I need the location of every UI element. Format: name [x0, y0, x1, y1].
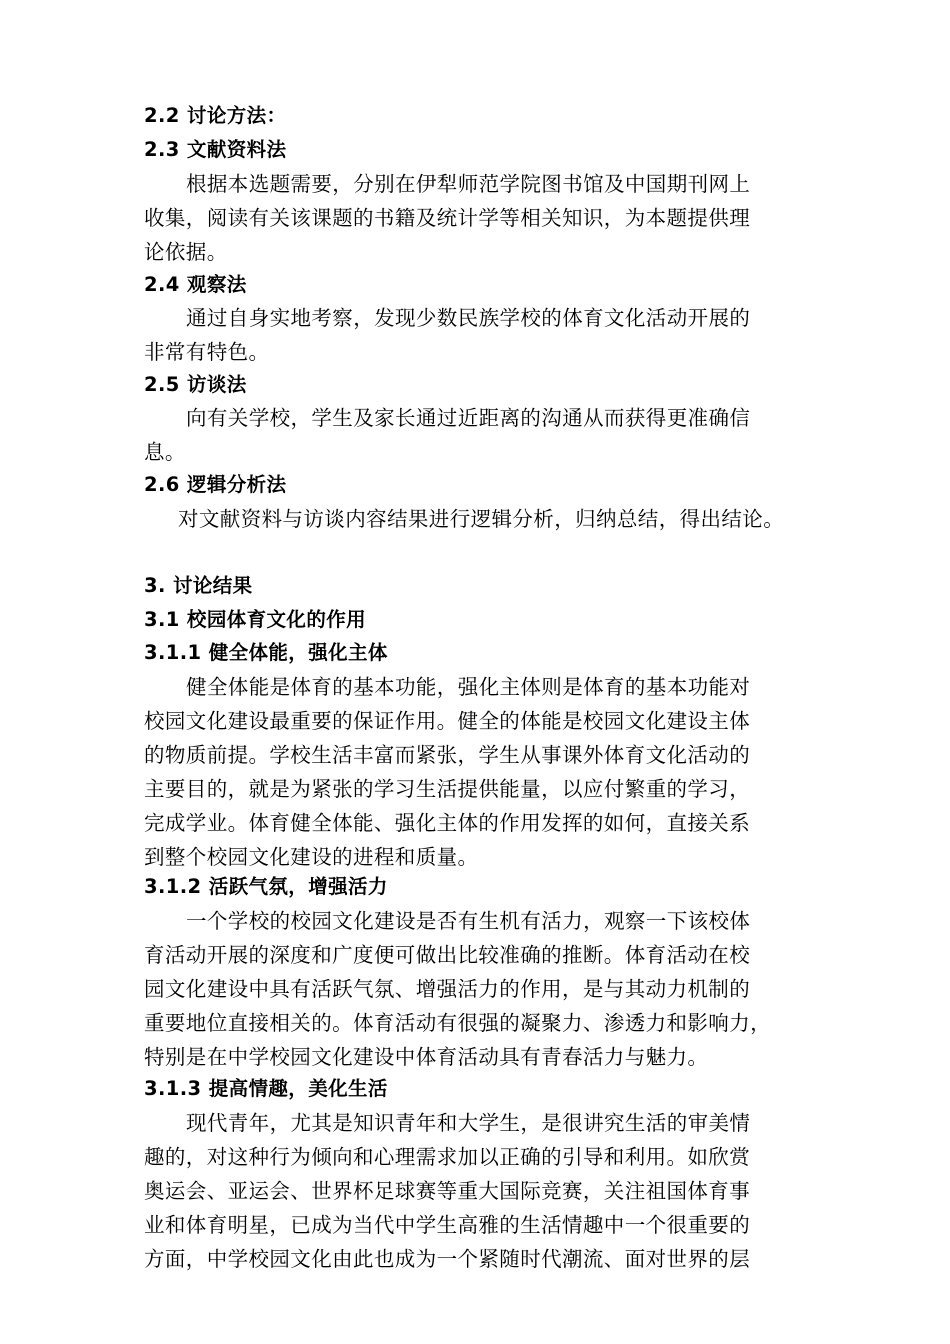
paragraph-line: 对文献资料与访谈内容结果进行逻辑分析，归纳总结，得出结论。 — [178, 507, 785, 531]
paragraph-line: 向有关学校，学生及家长通过近距离的沟通从而获得更准确信 — [186, 406, 751, 430]
paragraph-line: 完成学业。体育健全体能、强化主体的作用发挥的如何，直接关系 — [144, 811, 751, 835]
paragraph-line: 收集，阅读有关该课题的书籍及统计学等相关知识，为本题提供理 — [144, 206, 751, 230]
paragraph-line: 重要地位直接相关的。体育活动有很强的凝聚力、渗透力和影响力， — [144, 1011, 771, 1035]
heading-2-3: 2.3 文献资料法 — [144, 138, 287, 161]
paragraph-line: 育活动开展的深度和广度便可做出比较准确的推断。体育活动在校 — [144, 943, 751, 967]
paragraph-line: 校园文化建设最重要的保证作用。健全的体能是校园文化建设主体 — [144, 709, 751, 733]
paragraph-line: 息。 — [144, 440, 186, 464]
paragraph-line: 方面，中学校园文化由此也成为一个紧随时代潮流、面对世界的层 — [144, 1247, 751, 1271]
paragraph-line: 通过自身实地考察，发现少数民族学校的体育文化活动开展的 — [186, 306, 751, 330]
heading-2-2: 2.2 讨论方法： — [144, 104, 287, 127]
paragraph-line: 根据本选题需要，分别在伊犁师范学院图书馆及中国期刊网上 — [186, 172, 751, 196]
paragraph-line: 奥运会、亚运会、世界杯足球赛等重大国际竞赛，关注祖国体育事 — [144, 1179, 751, 1203]
paragraph-line: 现代青年，尤其是知识青年和大学生，是很讲究生活的审美情 — [186, 1111, 751, 1135]
paragraph-line: 论依据。 — [144, 240, 228, 264]
heading-3-1-1: 3.1.1 健全体能，强化主体 — [144, 641, 388, 664]
heading-3-1: 3.1 校园体育文化的作用 — [144, 608, 367, 631]
heading-3-1-2: 3.1.2 活跃气氛，增强活力 — [144, 875, 388, 898]
paragraph-line: 健全体能是体育的基本功能，强化主体则是体育的基本功能对 — [186, 675, 751, 699]
paragraph-line: 一个学校的校园文化建设是否有生机有活力，观察一下该校体 — [186, 909, 751, 933]
heading-2-4: 2.4 观察法 — [144, 273, 247, 296]
paragraph-line: 园文化建设中具有活跃气氛、增强活力的作用，是与其动力机制的 — [144, 977, 751, 1001]
paragraph-line: 非常有特色。 — [144, 340, 270, 364]
paragraph-line: 的物质前提。学校生活丰富而紧张，学生从事课外体育文化活动的 — [144, 743, 751, 767]
heading-3-1-3: 3.1.3 提高情趣，美化生活 — [144, 1077, 388, 1100]
paragraph-line: 业和体育明星，已成为当代中学生高雅的生活情趣中一个很重要的 — [144, 1213, 751, 1237]
heading-3: 3. 讨论结果 — [144, 574, 253, 597]
paragraph-line: 到整个校园文化建设的进程和质量。 — [144, 845, 479, 869]
heading-2-6: 2.6 逻辑分析法 — [144, 473, 287, 496]
paragraph-line: 主要目的，就是为紧张的学习生活提供能量，以应付繁重的学习， — [144, 777, 751, 801]
heading-2-5: 2.5 访谈法 — [144, 373, 247, 396]
paragraph-line: 趣的，对这种行为倾向和心理需求加以正确的引导和利用。如欣赏 — [144, 1145, 751, 1169]
paragraph-line: 特别是在中学校园文化建设中体育活动具有青春活力与魅力。 — [144, 1045, 709, 1069]
